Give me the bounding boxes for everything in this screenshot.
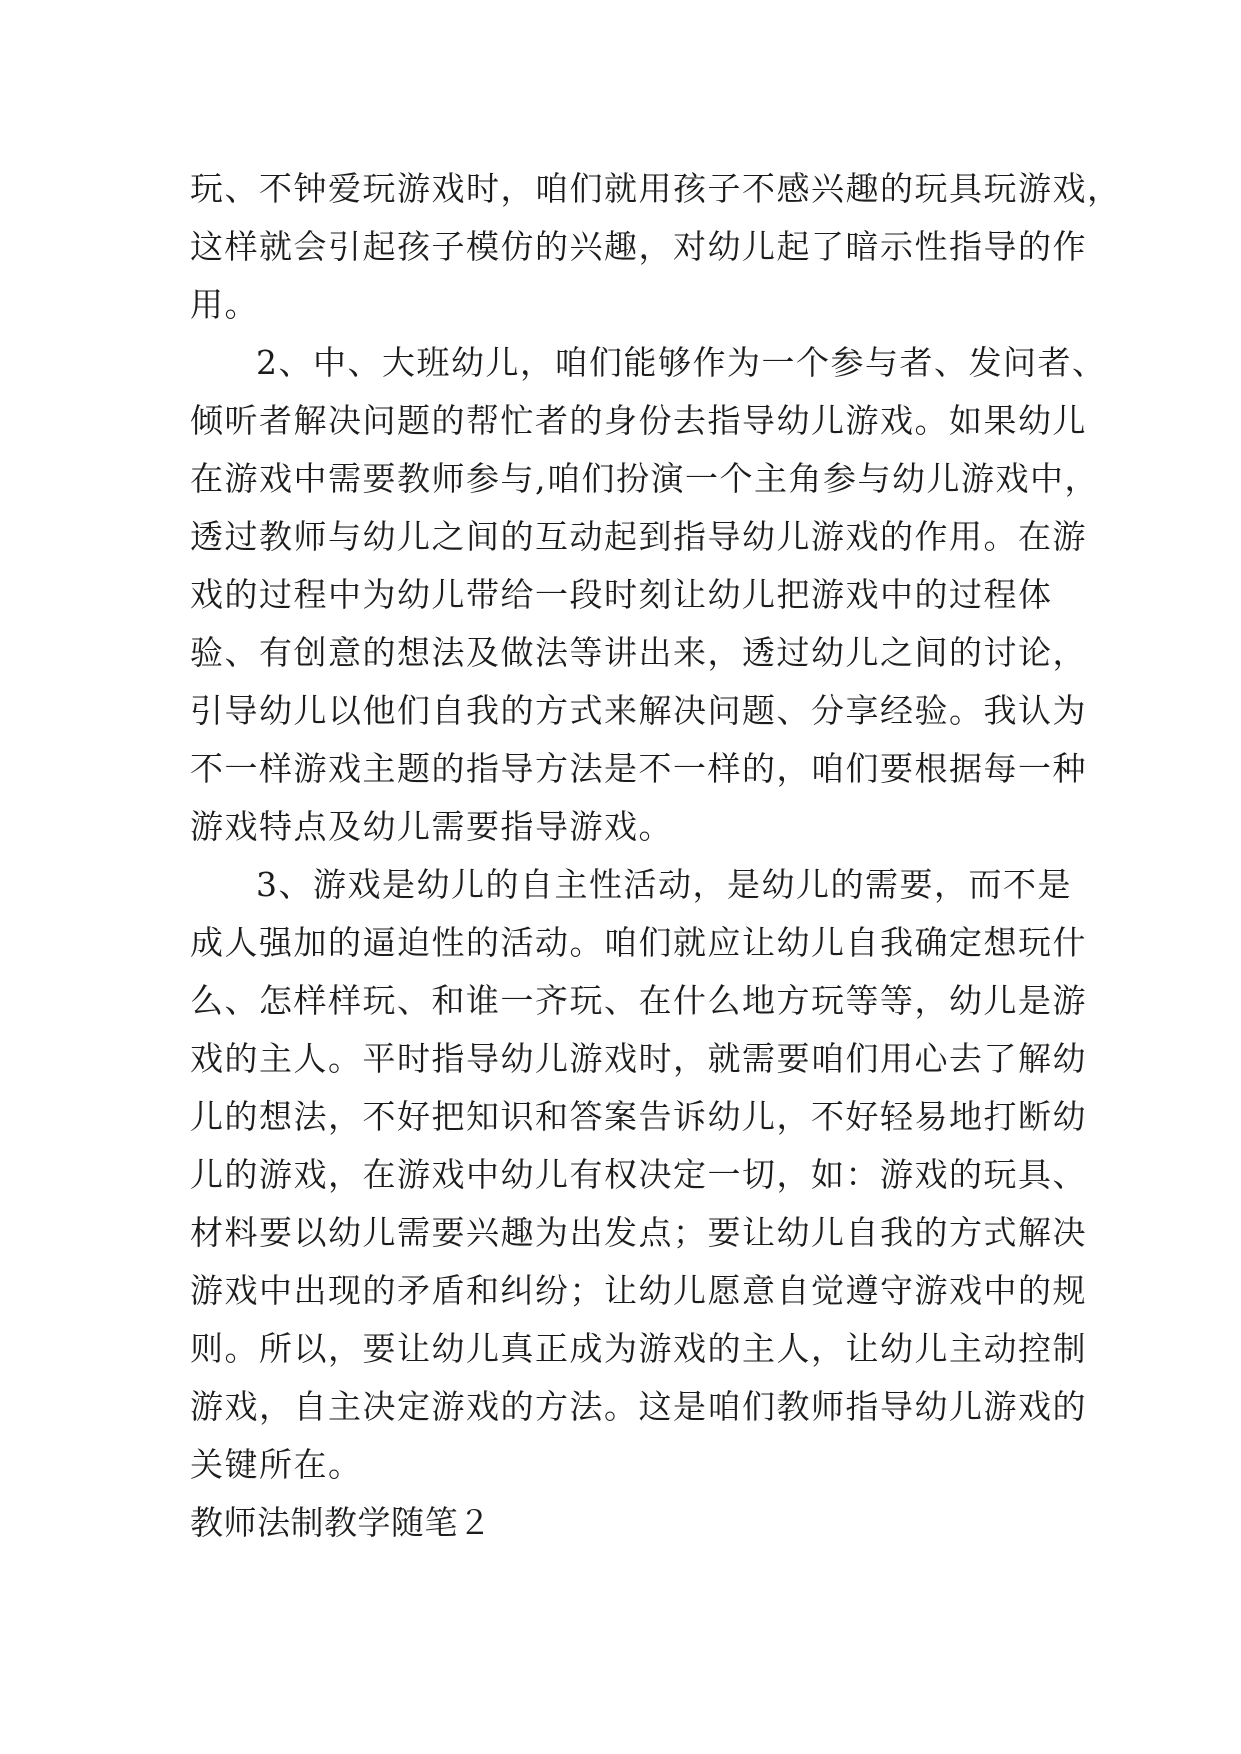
text-line: 游戏，自主决定游戏的方法。这是咱们教师指导幼儿游戏的 — [190, 1387, 1087, 1426]
paragraph-start-line: 2、中、大班幼儿，咱们能够作为一个参与者、发问者、 — [256, 343, 1107, 382]
text-line: 倾听者解决问题的帮忙者的身份去指导幼儿游戏。如果幼儿 — [190, 401, 1087, 440]
text-line: 这样就会引起孩子模仿的兴趣，对幼儿起了暗示性指导的作 — [190, 227, 1087, 266]
text-line: 玩、不钟爱玩游戏时，咱们就用孩子不感兴趣的玩具玩游戏， — [190, 169, 1122, 208]
text-line: 透过教师与幼儿之间的互动起到指导幼儿游戏的作用。在游 — [190, 517, 1087, 556]
body-text — [190, 160, 1122, 1552]
text-line: 戏的过程中为幼儿带给一段时刻让幼儿把游戏中的过程体 — [190, 575, 1053, 614]
text-line: 引导幼儿以他们自我的方式来解决问题、分享经验。我认为 — [190, 691, 1087, 730]
text-line: 则。所以，要让幼儿真正成为游戏的主人，让幼儿主动控制 — [190, 1329, 1087, 1368]
text-line: 材料要以幼儿需要兴趣为出发点；要让幼儿自我的方式解决 — [190, 1213, 1087, 1252]
text-line: 在游戏中需要教师参与,咱们扮演一个主角参与幼儿游戏中， — [190, 459, 1099, 498]
text-line: 游戏中出现的矛盾和纠纷；让幼儿愿意自觉遵守游戏中的规 — [190, 1271, 1087, 1310]
text-line: 么、怎样样玩、和谁一齐玩、在什么地方玩等等，幼儿是游 — [190, 981, 1087, 1020]
text-line: 关键所在。 — [190, 1445, 363, 1484]
text-line: 儿的想法，不好把知识和答案告诉幼儿，不好轻易地打断幼 — [190, 1097, 1087, 1136]
text-line: 成人强加的逼迫性的活动。咱们就应让幼儿自我确定想玩什 — [190, 923, 1087, 962]
text-line: 戏的主人。平时指导幼儿游戏时，就需要咱们用心去了解幼 — [190, 1039, 1087, 1078]
text-line: 不一样游戏主题的指导方法是不一样的，咱们要根据每一种 — [190, 749, 1087, 788]
section-title: 教师法制教学随笔２ — [190, 1503, 492, 1542]
text-line: 验、有创意的想法及做法等讲出来，透过幼儿之间的讨论， — [190, 633, 1087, 672]
text-line: 用。 — [190, 285, 259, 324]
text-line: 游戏特点及幼儿需要指导游戏。 — [190, 807, 673, 846]
paragraph-start-line: 3、游戏是幼儿的自主性活动，是幼儿的需要，而不是 — [256, 865, 1072, 904]
text-line: 儿的游戏，在游戏中幼儿有权决定一切，如：游戏的玩具、 — [190, 1155, 1087, 1194]
